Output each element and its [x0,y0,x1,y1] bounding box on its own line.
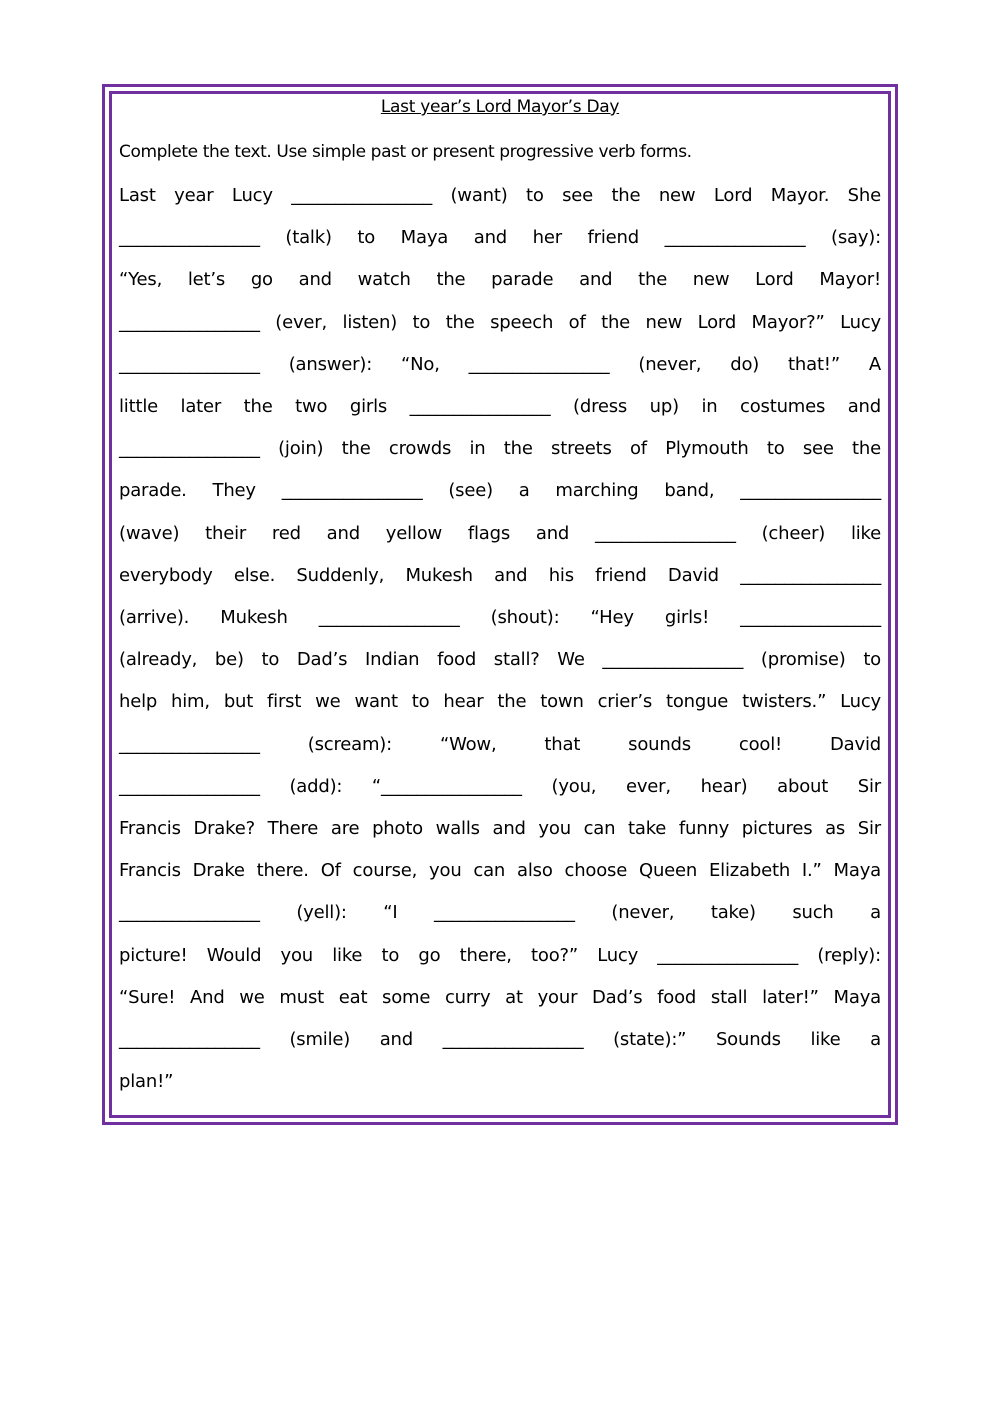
passage-line: ________________ (join) the crowds in the streets of Plymouth to see the [119,438,881,460]
passage-line: parade. They ________________ (see) a marching band, ________________ [119,480,881,502]
passage-line: Francis Drake? There are photo walls and you can take funny pictures as Sir [119,818,881,840]
passage-line: everybody else. Suddenly, Mukesh and his friend David ________________ [119,564,881,586]
passage-line: ________________ (add): “________________ (you, ever, hear) about Sir [119,775,881,797]
passage-line: little later the two girls ________________ (dress up) in costumes and [119,396,881,418]
passage-line: “Yes, let’s go and watch the parade and the new Lord Mayor! [119,269,881,291]
passage-line: plan!” [119,1071,174,1093]
fill-in-passage [119,175,881,1103]
passage-line: (wave) their red and yellow flags and ________________ (cheer) like [119,522,881,544]
passage-line: ________________ (ever, listen) to the speech of the new Lord Mayor?” Lucy [119,311,881,333]
worksheet-content [119,94,881,1103]
passage-line: (already, be) to Dad’s Indian food stall? We ________________ (promise) to [119,649,881,671]
passage-line: ________________ (talk) to Maya and her friend ________________ (say): [119,227,881,249]
passage-line: ________________ (smile) and ________________ (state):” Sounds like a [119,1029,881,1051]
passage-line: Francis Drake there. Of course, you can also choose Queen Elizabeth I.” Maya [119,860,881,882]
passage-line: picture! Would you like to go there, too?” Lucy ________________ (reply): [119,944,881,966]
passage-line: “Sure! And we must eat some curry at your Dad’s food stall later!” Maya [119,986,881,1008]
passage-line: (arrive). Mukesh ________________ (shout): “Hey girls! ________________ [119,607,881,629]
passage-line: ________________ (yell): “I ________________ (never, take) such a [119,902,881,924]
worksheet-instructions: Complete the text. Use simple past or present progressive verb forms. [119,142,692,162]
passage-line: Last year Lucy ________________ (want) to see the new Lord Mayor. She [119,185,881,206]
passage-line: help him, but first we want to hear the town crier’s tongue twisters.” Lucy [119,691,881,713]
worksheet-title: Last year’s Lord Mayor’s Day [380,97,620,117]
passage-line: ________________ (scream): “Wow, that sounds cool! David [119,733,881,755]
passage-line: ________________ (answer): “No, ________________ (never, do) that!” A [119,353,881,375]
